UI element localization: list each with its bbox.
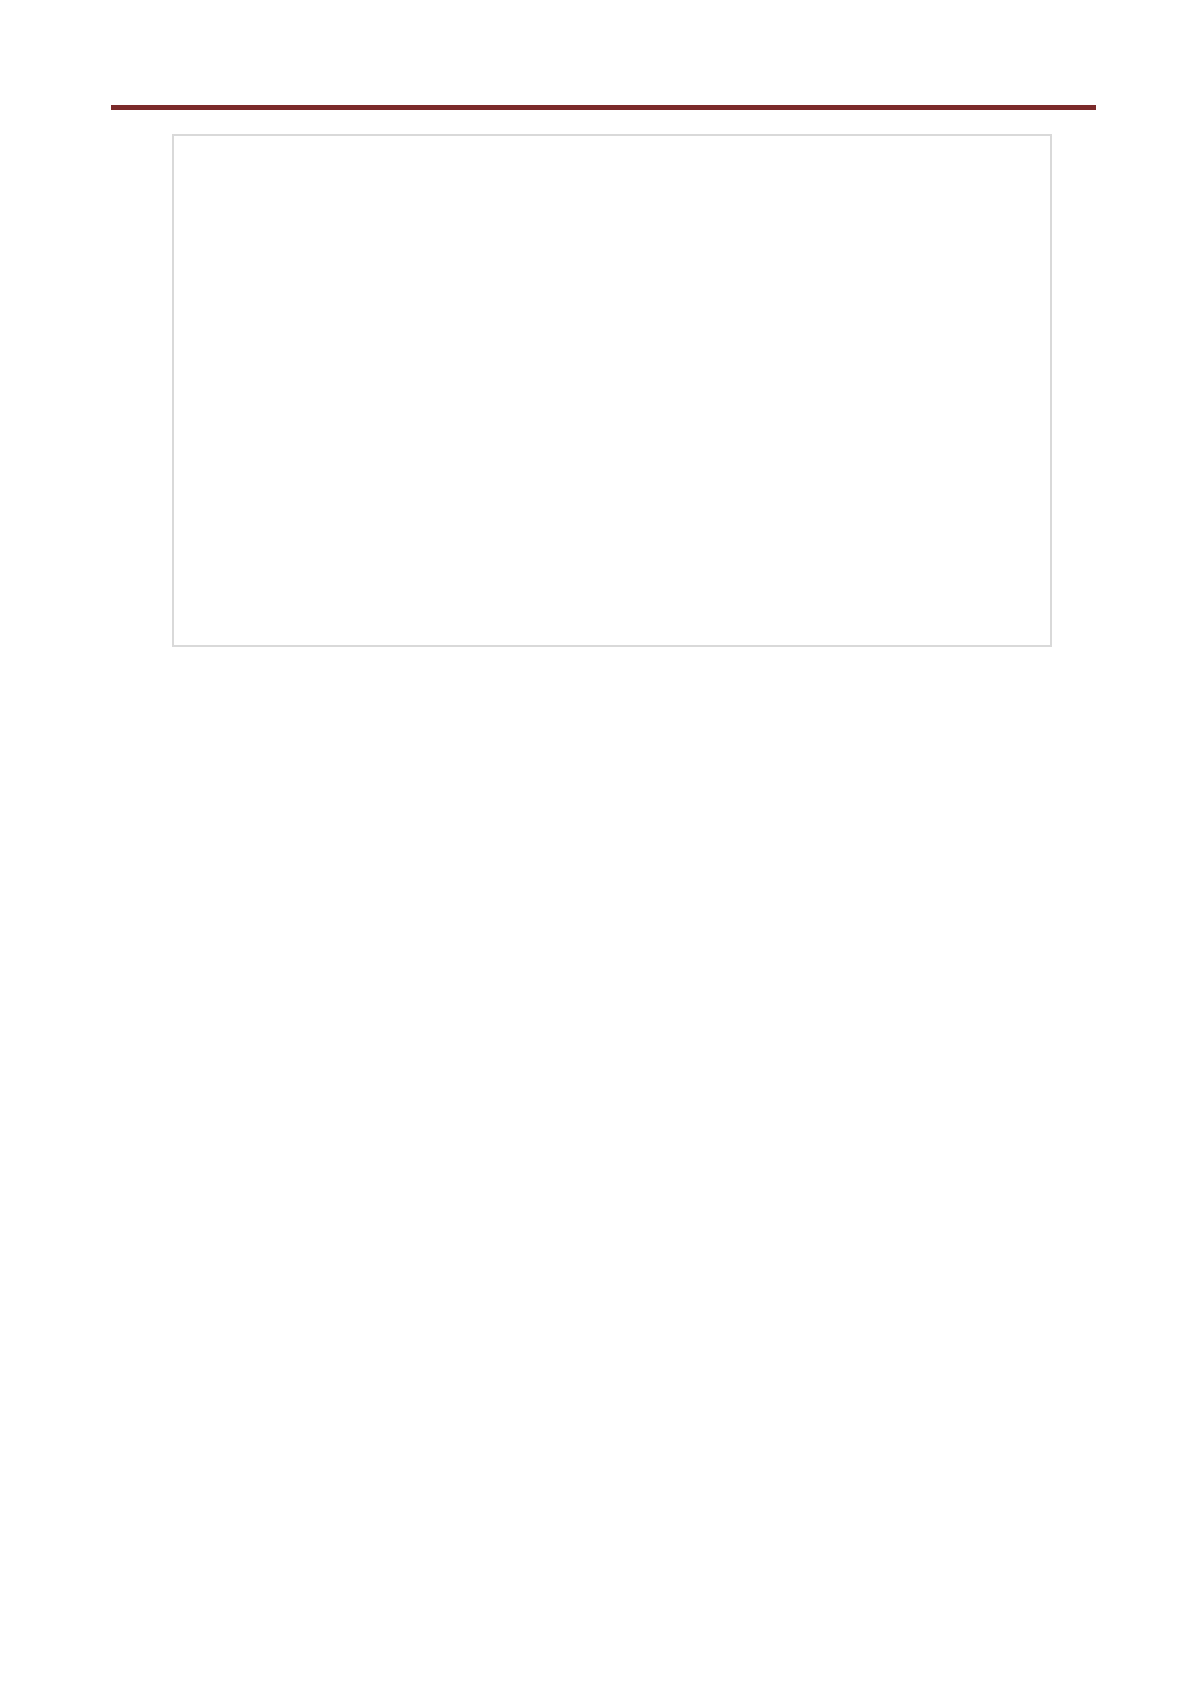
chart-canvas: [174, 136, 1050, 645]
bar-chart: [172, 134, 1052, 647]
header-rule: [111, 105, 1096, 110]
